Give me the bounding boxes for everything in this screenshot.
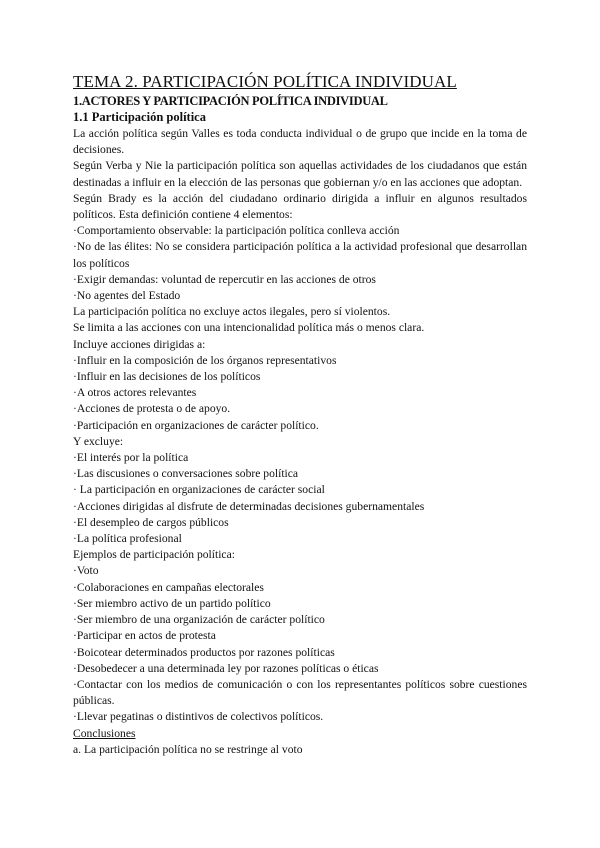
list-item: ·A otros actores relevantes [73, 386, 197, 400]
list-item: ·Ser miembro de una organización de carácter político [73, 613, 325, 627]
list-item: ·Colaboraciones en campañas electorales [73, 580, 264, 594]
list-item: ·Las discusiones o conversaciones sobre política [73, 467, 299, 481]
document-title: TEMA 2. PARTICIPACIÓN POLÍTICA INDIVIDUAL [73, 72, 457, 91]
list-item: ·Comportamiento observable: la participación política conlleva acción [73, 224, 400, 238]
list-item: ·Llevar pegatinas o distintivos de colectivos políticos. [73, 710, 324, 724]
paragraph: Incluye acciones dirigidas a: [73, 337, 206, 351]
section-heading: 1.ACTORES Y PARTICIPACIÓN POLÍTICA INDIVIDUAL [73, 94, 388, 108]
list-item: ·El desempleo de cargos públicos [73, 515, 229, 529]
list-item: ·Boicotear determinados productos por razones políticas [73, 645, 335, 659]
list-item: ·Participar en actos de protesta [73, 629, 216, 643]
list-item: ·Acciones de protesta o de apoyo. [73, 402, 231, 416]
list-item: ·No agentes del Estado [73, 289, 181, 303]
list-item: ·El interés por la política [73, 451, 189, 465]
list-item: ·Voto [73, 564, 99, 578]
conclusions-heading: Conclusiones [73, 726, 136, 740]
list-item: ·No de las élites: No se considera participación política a la actividad profesional que desarrollan los políticos [73, 240, 527, 270]
list-item: ·Ser miembro activo de un partido político [73, 596, 271, 610]
list-item: ·La política profesional [73, 532, 182, 546]
list-item: ·Influir en las decisiones de los políticos [73, 370, 261, 384]
list-item: · La participación en organizaciones de carácter social [73, 483, 325, 497]
paragraph-valles: La acción política según Valles es toda conducta individual o de grupo que incide en la toma de decisiones. [73, 127, 527, 157]
subsection-heading: 1.1 Participación política [73, 110, 206, 124]
list-item: ·Acciones dirigidas al disfrute de determinadas decisiones gubernamentales [73, 499, 425, 513]
list-item: ·Contactar con los medios de comunicación o con los representantes políticos sobre cuestiones públicas. [73, 677, 527, 708]
paragraph: La participación política no excluye actos ilegales, pero sí violentos. [73, 305, 391, 319]
paragraph: Ejemplos de participación política: [73, 548, 235, 562]
paragraph-brady: Según Brady es la acción del ciudadano ordinario dirigida a influir en algunos resultados políticos. Esta definición contiene 4 elementos: [73, 191, 527, 222]
list-item: ·Participación en organizaciones de carácter político. [73, 418, 319, 432]
paragraph: Y excluye: [73, 434, 124, 448]
document-body [73, 126, 527, 758]
list-item: ·Exigir demandas: voluntad de repercutir en las acciones de otros [73, 272, 376, 286]
list-item: ·Influir en la composición de los órganos representativos [73, 353, 337, 367]
paragraph-verba-nie: Según Verba y Nie la participación política son aquellas actividades de los ciudadanos que están destinadas a influir en la elección de las personas que gobiernan y/o en las acciones que adoptan. [73, 159, 527, 189]
list-item: ·Desobedecer a una determinada ley por razones políticas o éticas [73, 661, 379, 675]
conclusion-item: a. La participación política no se restringe al voto [73, 742, 303, 756]
paragraph: Se limita a las acciones con una intencionalidad política más o menos clara. [73, 321, 425, 335]
